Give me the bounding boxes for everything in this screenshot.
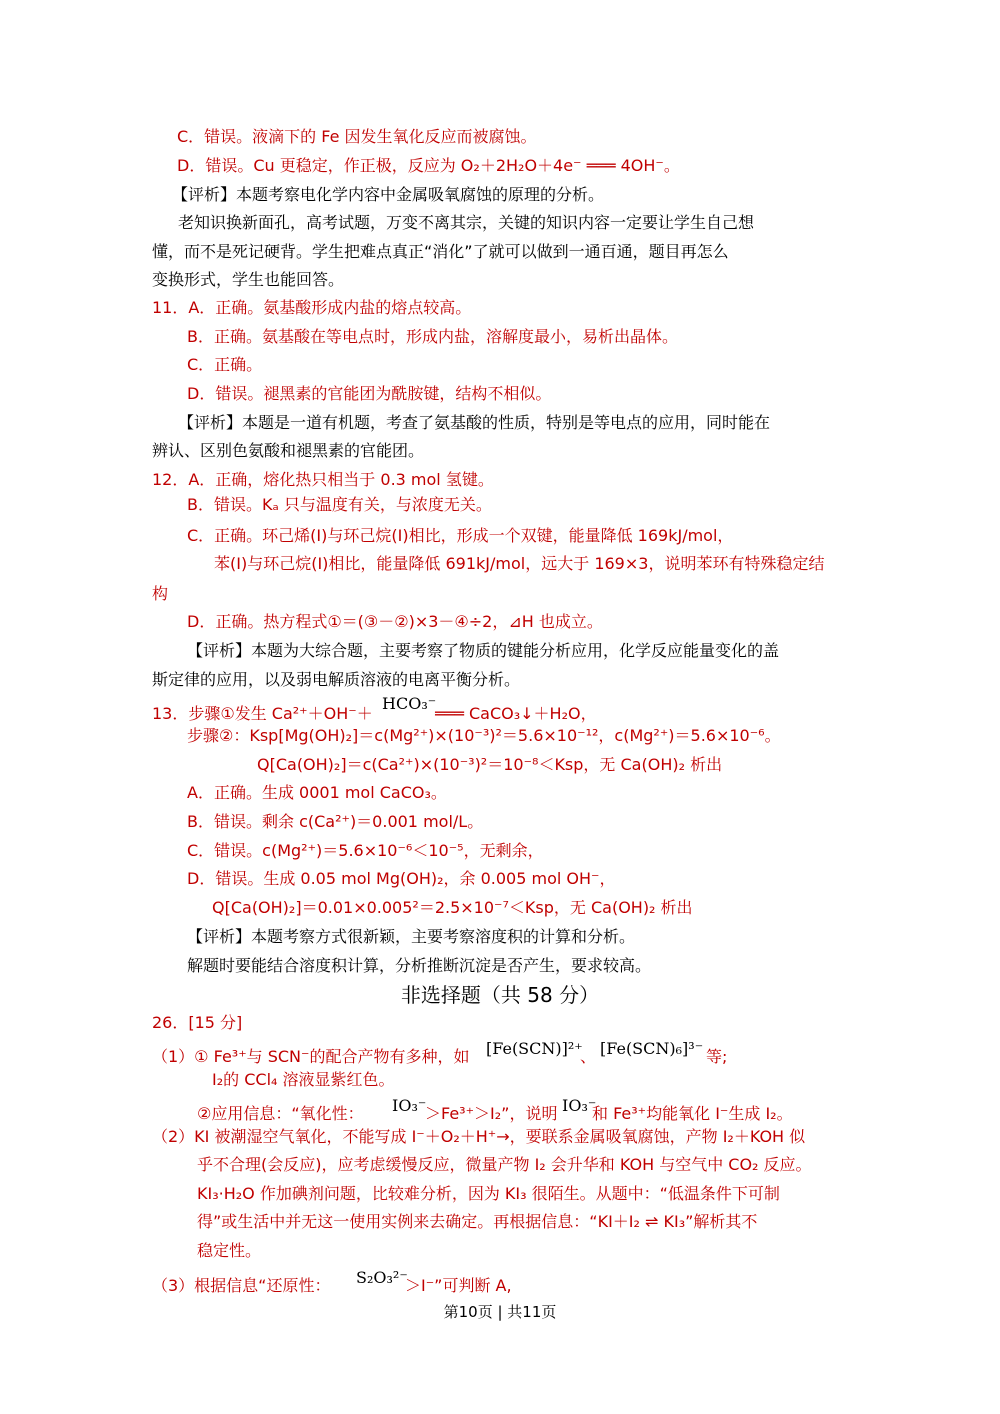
text-line: S₂O₃²⁻	[356, 1268, 408, 1287]
text-line: 【评析】本题是一道有机题，考查了氨基酸的性质，特别是等电点的应用，同时能在	[178, 413, 771, 432]
text-line: 、	[580, 1047, 597, 1066]
text-line: HCO₃⁻	[382, 694, 437, 713]
text-line: 得”或生活中并无这一使用实例来去确定。再根据信息：“KI＋I₂ ⇌ KI₃”解析其不	[197, 1212, 758, 1231]
text-line: ＞I⁻”可判断 A,	[405, 1276, 512, 1295]
text-line: KI₃·H₂O 作加碘剂问题，比较难分析，因为 KI₃ 很陌生。从题中：“低温条件下可制	[197, 1184, 780, 1203]
text-line: 懂，而不是死记硬背。学生把难点真正“消化”了就可以做到一通百通，题目再怎么	[152, 242, 729, 261]
text-line: 苯(I)与环己烷(I)相比，能量降低 691kJ/mol，远大于 169×3，说明苯环有特殊稳定结	[214, 554, 825, 573]
text-line: ②应用信息：“氧化性：	[197, 1104, 364, 1123]
text-line: IO₃⁻	[392, 1096, 427, 1115]
text-line: 26．[15 分]	[152, 1013, 243, 1032]
text-line: 辨认、区别色氨酸和褪黑素的官能团。	[152, 441, 425, 460]
text-line: （1）① Fe³⁺与 SCN⁻的配合产物有多种，如	[152, 1047, 470, 1066]
text-line: ═══ CaCO₃↓＋H₂O，	[435, 704, 597, 723]
text-line: 【评析】本题考察电化学内容中金属吸氧腐蚀的原理的分析。	[172, 185, 605, 204]
text-line: 12．A．正确，熔化热只相当于 0.3 mol 氢键。	[152, 470, 494, 489]
text-line: C．错误。液滴下的 Fe 因发生氧化反应而被腐蚀。	[177, 127, 537, 146]
text-line: D．错误。Cu 更稳定，作正极，反应为 O₂＋2H₂O＋4e⁻ ═══ 4OH⁻。	[177, 156, 680, 175]
text-line: 稳定性。	[197, 1241, 262, 1260]
text-line: 变换形式，学生也能回答。	[152, 270, 345, 289]
text-line: 解题时要能结合溶度积计算，分析推断沉淀是否产生，要求较高。	[187, 956, 652, 975]
text-line: 等;	[706, 1047, 728, 1066]
text-line: C．错误。c(Mg²⁺)＝5.6×10⁻⁶＜10⁻⁵，无剩余，	[187, 841, 544, 860]
text-line: C．正确。环己烯(I)与环己烷(I)相比，形成一个双键，能量降低 169kJ/mol，	[187, 526, 734, 545]
text-line: 乎不合理(会反应)，应考虑缓慢反应，微量产物 I₂ 会升华和 KOH 与空气中 CO₂ 反应。	[197, 1155, 812, 1174]
text-line: I₂的 CCl₄ 溶液显紫红色。	[212, 1070, 395, 1089]
text-line: D．错误。生成 0.05 mol Mg(OH)₂，余 0.005 mol OH⁻，	[187, 869, 616, 888]
text-line: IO₃⁻	[562, 1096, 597, 1115]
text-line: 斯定律的应用，以及弱电解质溶液的电离平衡分析。	[152, 670, 521, 689]
text-line: A．正确。生成 0001 mol CaCO₃。	[187, 783, 447, 802]
text-line: B．错误。Kₐ 只与温度有关，与浓度无关。	[187, 495, 492, 514]
text-line: Q[Ca(OH)₂]＝0.01×0.005²＝2.5×10⁻⁷＜Ksp，无 Ca(OH)₂ 析出	[212, 898, 693, 917]
text-line: B．正确。氨基酸在等电点时，形成内盐，溶解度最小，易析出晶体。	[187, 327, 678, 346]
text-line: D．正确。热方程式①＝(③－②)×3－④÷2，⊿H 也成立。	[187, 612, 603, 631]
text-line: （3）根据信息“还原性：	[152, 1276, 331, 1295]
text-line: 【评析】本题考察方式很新颖，主要考察溶度积的计算和分析。	[187, 927, 636, 946]
page-footer: 第10页 | 共11页	[443, 1303, 557, 1321]
text-line: 【评析】本题为大综合题，主要考察了物质的键能分析应用，化学反应能量变化的盖	[187, 641, 780, 660]
text-line: ＞Fe³⁺＞I₂”，说明	[425, 1104, 558, 1123]
text-line: C．正确。	[187, 355, 263, 374]
text-line: 13．步骤①发生 Ca²⁺＋OH⁻＋	[152, 704, 373, 723]
text-line: [Fe(SCN)₆]³⁻	[600, 1039, 704, 1058]
text-line: [Fe(SCN)]²⁺	[486, 1039, 583, 1058]
text-line: D．错误。褪黑素的官能团为酰胺键，结构不相似。	[187, 384, 552, 403]
text-line: 11．A．正确。氨基酸形成内盐的熔点较高。	[152, 298, 472, 317]
text-line: 构	[152, 584, 169, 603]
text-line: 老知识换新面孔，高考试题，万变不离其宗，关键的知识内容一定要让学生自己想	[178, 213, 755, 232]
text-line: （2）KI 被潮湿空气氧化，不能写成 I⁻＋O₂＋H⁺→，要联系金属吸氧腐蚀，产物 I₂＋KOH 似	[152, 1127, 806, 1146]
text-line: 和 Fe³⁺均能氧化 I⁻生成 I₂。	[592, 1104, 793, 1123]
text-line: Q[Ca(OH)₂]＝c(Ca²⁺)×(10⁻³)²＝10⁻⁸＜Ksp，无 Ca(OH)₂ 析出	[257, 755, 723, 774]
text-line: 步骤②：Ksp[Mg(OH)₂]＝c(Mg²⁺)×(10⁻³)²＝5.6×10⁻¹²，c(Mg²⁺)＝5.6×10⁻⁶。	[187, 726, 781, 745]
section-title: 非选择题（共 58 分）	[400, 983, 600, 1007]
text-line: B．错误。剩余 c(Ca²⁺)＝0.001 mol/L。	[187, 812, 484, 831]
